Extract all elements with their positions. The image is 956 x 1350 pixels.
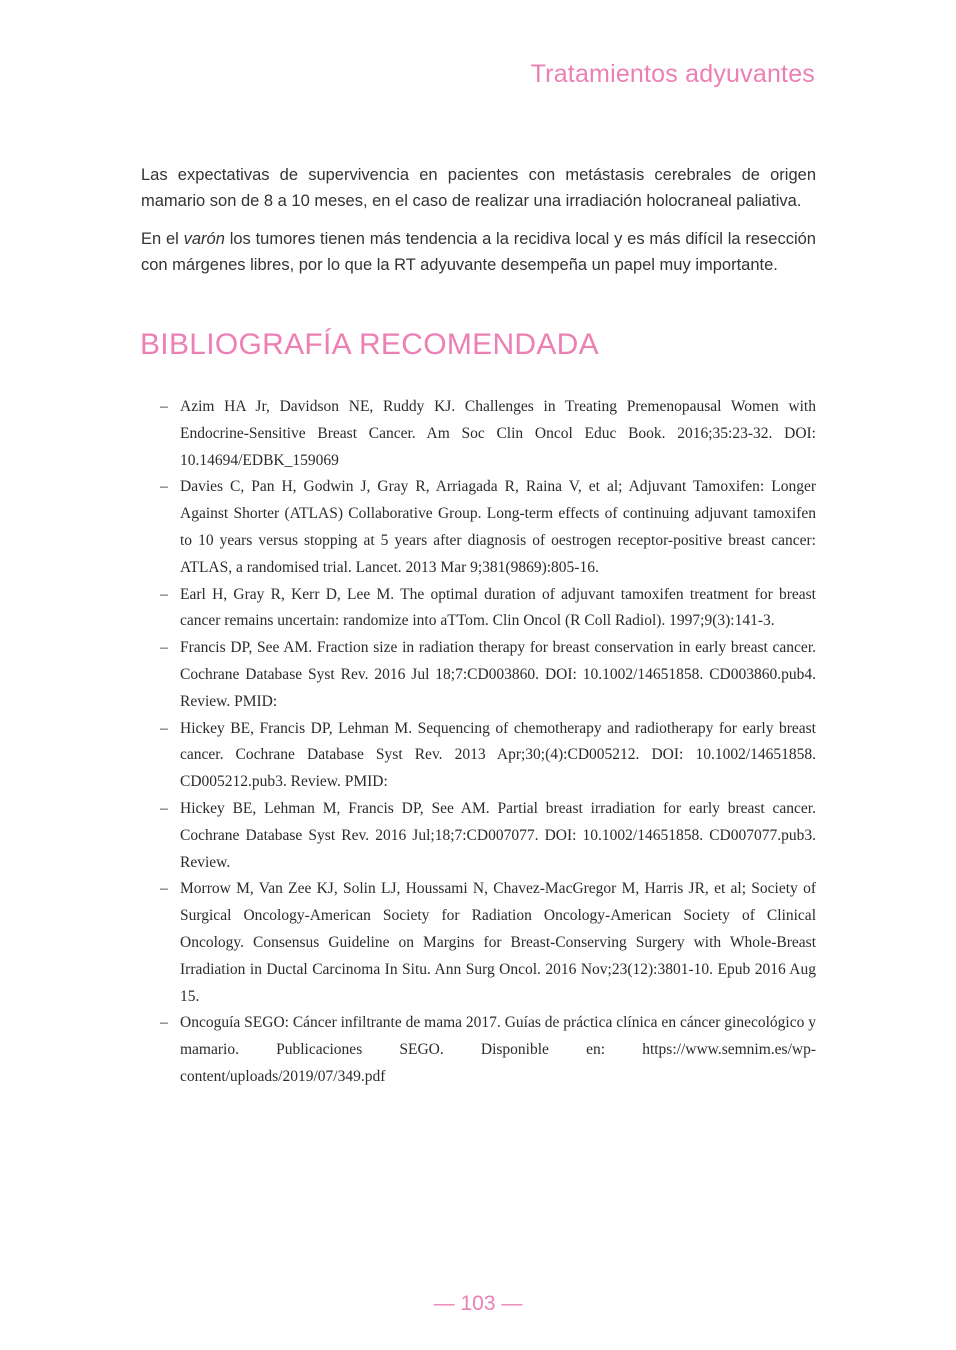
intro-paragraph-2-end: los tumores tienen más tendencia a la recidiva local y es más difícil la resección con márgenes libres, por lo que la RT adyuvante desempeña un papel muy importante. (141, 230, 816, 274)
emphasis-varon: varón (183, 230, 225, 248)
dash-bullet: – (160, 478, 168, 496)
dash-bullet: – (160, 799, 168, 817)
reference-item (160, 582, 816, 636)
intro-paragraph-2 (141, 226, 816, 278)
running-header: Tratamientos adyuvantes (530, 60, 815, 88)
reference-item (160, 876, 816, 1010)
intro-text (141, 162, 816, 290)
reference-text: Earl H, Gray R, Kerr D, Lee M. The optimal duration of adjuvant tamoxifen treatment for breast cancer remains uncertain: randomize into aTTom. Clin Oncol (R Coll Radiol). 1997;9(3):141-3. (180, 585, 816, 630)
dash-bullet: – (160, 1014, 168, 1032)
reference-item (160, 796, 816, 876)
reference-text: Hickey BE, Francis DP, Lehman M. Sequencing of chemotherapy and radiotherapy for early breast cancer. Cochrane Database Syst Rev. 2013 Apr;30;(4):CD005212. DOI: 10.1002/14651858. CD005212.pub3. Review. PMID: (180, 719, 816, 791)
reference-item (160, 716, 816, 796)
reference-item (160, 394, 816, 474)
reference-text: Morrow M, Van Zee KJ, Solin LJ, Houssami N, Chavez-MacGregor M, Harris JR, et al; Society of Surgical Oncology-American Society for Radiation Oncology-American Society of Clinical Oncology. Consensus Guideline on Margins for Breast-Conserving Surgery with Whole-Breast Irradiation in Ductal Carcinoma In Situ. Ann Surg Oncol. 2016 Nov;23(12):3801-10. Epub 2016 Aug 15. (180, 880, 816, 1005)
dash-bullet: – (160, 719, 168, 737)
page-number: — 103 — (433, 1292, 523, 1315)
reference-item (160, 474, 816, 581)
reference-text: Azim HA Jr, Davidson NE, Ruddy KJ. Challenges in Treating Premenopausal Women with Endocrine-Sensitive Breast Cancer. Am Soc Clin Oncol Educ Book. 2016;35:23-32. DOI: 10.14694/EDBK_159069 (180, 398, 816, 469)
reference-list (160, 394, 816, 1091)
reference-text: Oncoguía SEGO: Cáncer infiltrante de mama 2017. Guías de práctica clínica en cáncer ginecológico y mamario. Publicaciones SEGO. Disponible en: https://www.semnim.es/wp-content/uploads/2019/07/349.pdf (180, 1014, 816, 1085)
reference-text: Francis DP, See AM. Fraction size in radiation therapy for breast conservation in early breast cancer. Cochrane Database Syst Rev. 2016 Jul 18;7:CD003860. DOI: 10.1002/14651858. CD003860.pub4. Review. PMID: (180, 639, 816, 710)
reference-text: Hickey BE, Lehman M, Francis DP, See AM. Partial breast irradiation for early breast cancer. Cochrane Database Syst Rev. 2016 Jul;18;7:CD007077. DOI: 10.1002/14651858. CD007077.pub3. Review. (180, 799, 816, 871)
dash-bullet: – (160, 639, 168, 657)
intro-paragraph-2-start: En el (141, 230, 184, 248)
reference-item (160, 1010, 816, 1090)
dash-bullet: – (160, 880, 168, 898)
intro-paragraph-1: Las expectativas de supervivencia en pacientes con metástasis cerebrales de origen mamario son de 8 a 10 meses, en el caso de realizar una irradiación holocraneal paliativa. (141, 166, 816, 210)
section-title: BIBLIOGRAFÍA RECOMENDADA (140, 328, 599, 361)
reference-item (160, 635, 816, 715)
reference-text: Davies C, Pan H, Godwin J, Gray R, Arriagada R, Raina V, et al; Adjuvant Tamoxifen: Longer Against Shorter (ATLAS) Collaborative Group. Long-term effects of continuing adjuvant tamoxifen to 10 years versus stopping at 5 years after diagnosis of oestrogen receptor-positive breast cancer: ATLAS, a randomised trial. Lancet. 2013 Mar 9;381(9869):805-16. (180, 478, 816, 576)
dash-bullet: – (160, 398, 168, 415)
dash-bullet: – (160, 585, 168, 603)
